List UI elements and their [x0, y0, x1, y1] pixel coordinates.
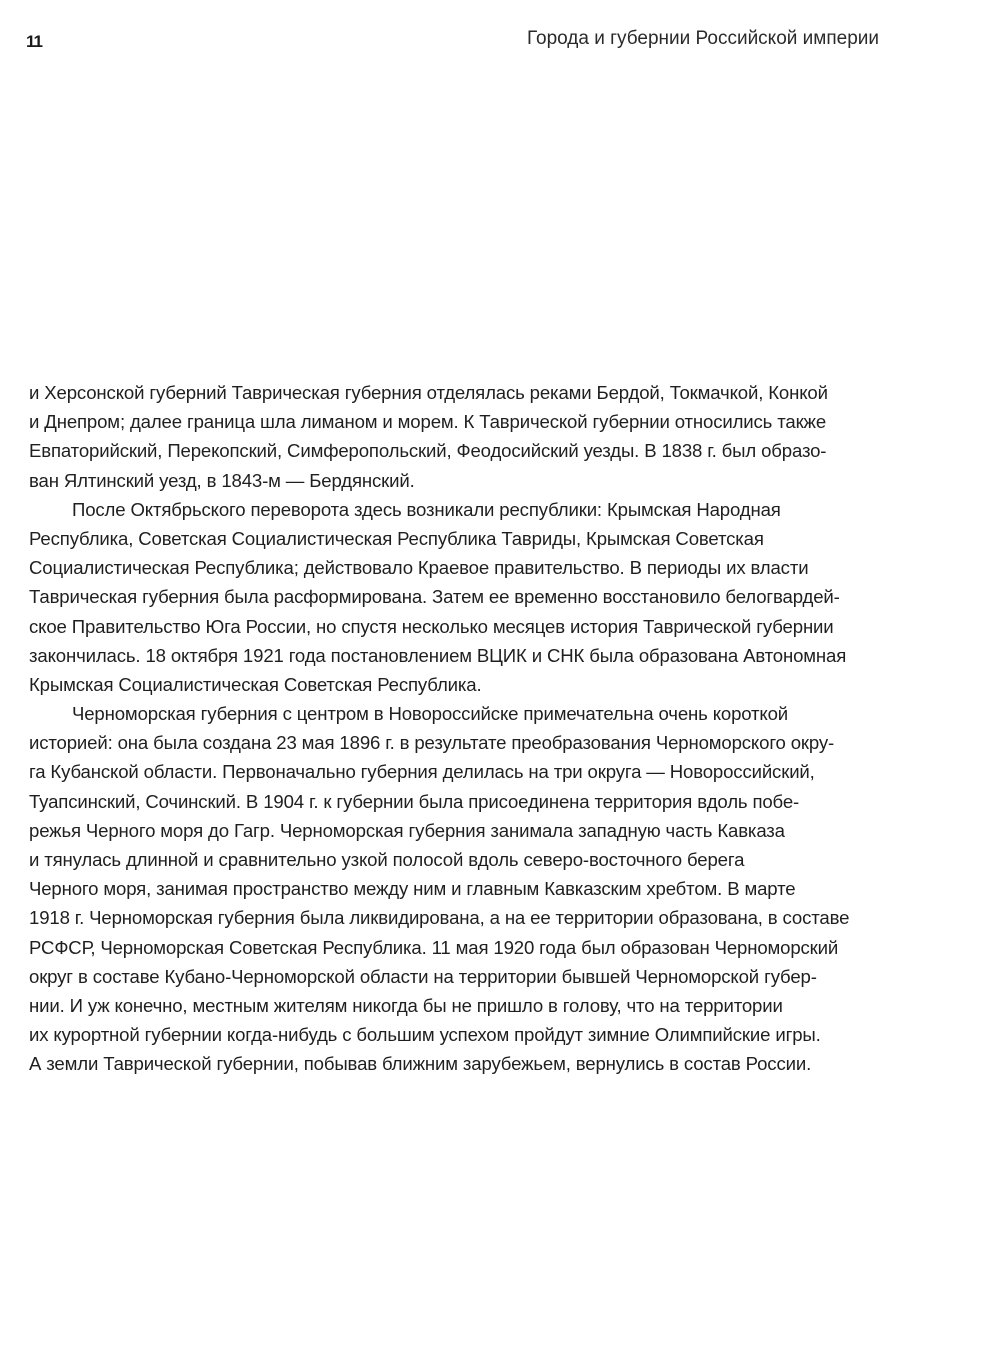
text-line: и Херсонской губерний Таврическая губерния отделялась реками Бердой, Токмачкой, Конкой [29, 382, 828, 403]
text-line: Черноморская губерния с центром в Новороссийске примечательна очень короткой [72, 703, 789, 725]
text-line: ское Правительство Юга России, но спустя несколько месяцев история Таврической губернии [29, 615, 834, 637]
text-line: После Октябрьского переворота здесь возникали республики: Крымская Народная [72, 498, 781, 520]
text-line: округ в составе Кубано-Черноморской области на территории бывшей Черноморской губер- [29, 965, 817, 987]
text-line: нии. И уж конечно, местным жителям никогда бы не пришло в голову, что на территории [29, 994, 783, 1016]
text-line: закончилась. 18 октября 1921 года постановлением ВЦИК и СНК была образована Автономная [29, 644, 847, 666]
text-line: А земли Таврической губернии, побывав ближним зарубежьем, вернулись в состав России. [29, 1053, 812, 1075]
text-line: Социалистическая Республика; действовало Краевое правительство. В периоды их власти [29, 557, 809, 579]
text-line: их курортной губернии когда-нибудь с большим успехом пройдут зимние Олимпийские игры. [29, 1024, 821, 1046]
running-header: Города и губернии Российской империи [526, 28, 879, 49]
paragraph-2 [29, 495, 889, 699]
text-line: 1918 г. Черноморская губерния была ликвидирована, а на ее территории образована, в составе [29, 907, 850, 929]
text-line: РСФСР, Черноморская Советская Республика. 11 мая 1920 года был образован Черноморский [29, 936, 839, 958]
text-line: историей: она была создана 23 мая 1896 г. в результате преобразования Черноморского окру- [29, 732, 835, 754]
text-line: и Днепром; далее граница шла лиманом и морем. К Таврической губернии относились также [29, 411, 827, 433]
paragraph-1 [29, 378, 889, 495]
text-line: режья Черного моря до Гагр. Черноморская губерния занимала западную часть Кавказа [29, 819, 785, 841]
text-line: Республика, Советская Социалистическая Республика Тавриды, Крымская Советская [29, 527, 764, 549]
text-line: и тянулась длинной и сравнительно узкой полосой вдоль северо-восточного берега [29, 849, 745, 870]
paragraph-3 [29, 699, 889, 1078]
text-line: Крымская Социалистическая Советская Республика. [29, 673, 482, 695]
text-line: Туапсинский, Сочинский. В 1904 г. к губернии была присоединена территория вдоль побе- [29, 790, 800, 812]
text-line: Черного моря, занимая пространство между ним и главным Кавказским хребтом. В марте [29, 878, 796, 900]
body-text [29, 378, 889, 1079]
text-line: ван Ялтинский уезд, в 1843-м — Бердянский. [29, 469, 415, 491]
page-number: 11 [26, 32, 42, 51]
text-line: Евпаторийский, Перекопский, Симферопольский, Феодосийский уезды. В 1838 г. был образо- [29, 440, 827, 462]
text-line: га Кубанской области. Первоначально губерния делилась на три округа — Новороссийский, [29, 761, 815, 783]
text-line: Таврическая губерния была расформирована. Затем ее временно восстановило белогвардей- [29, 586, 840, 608]
